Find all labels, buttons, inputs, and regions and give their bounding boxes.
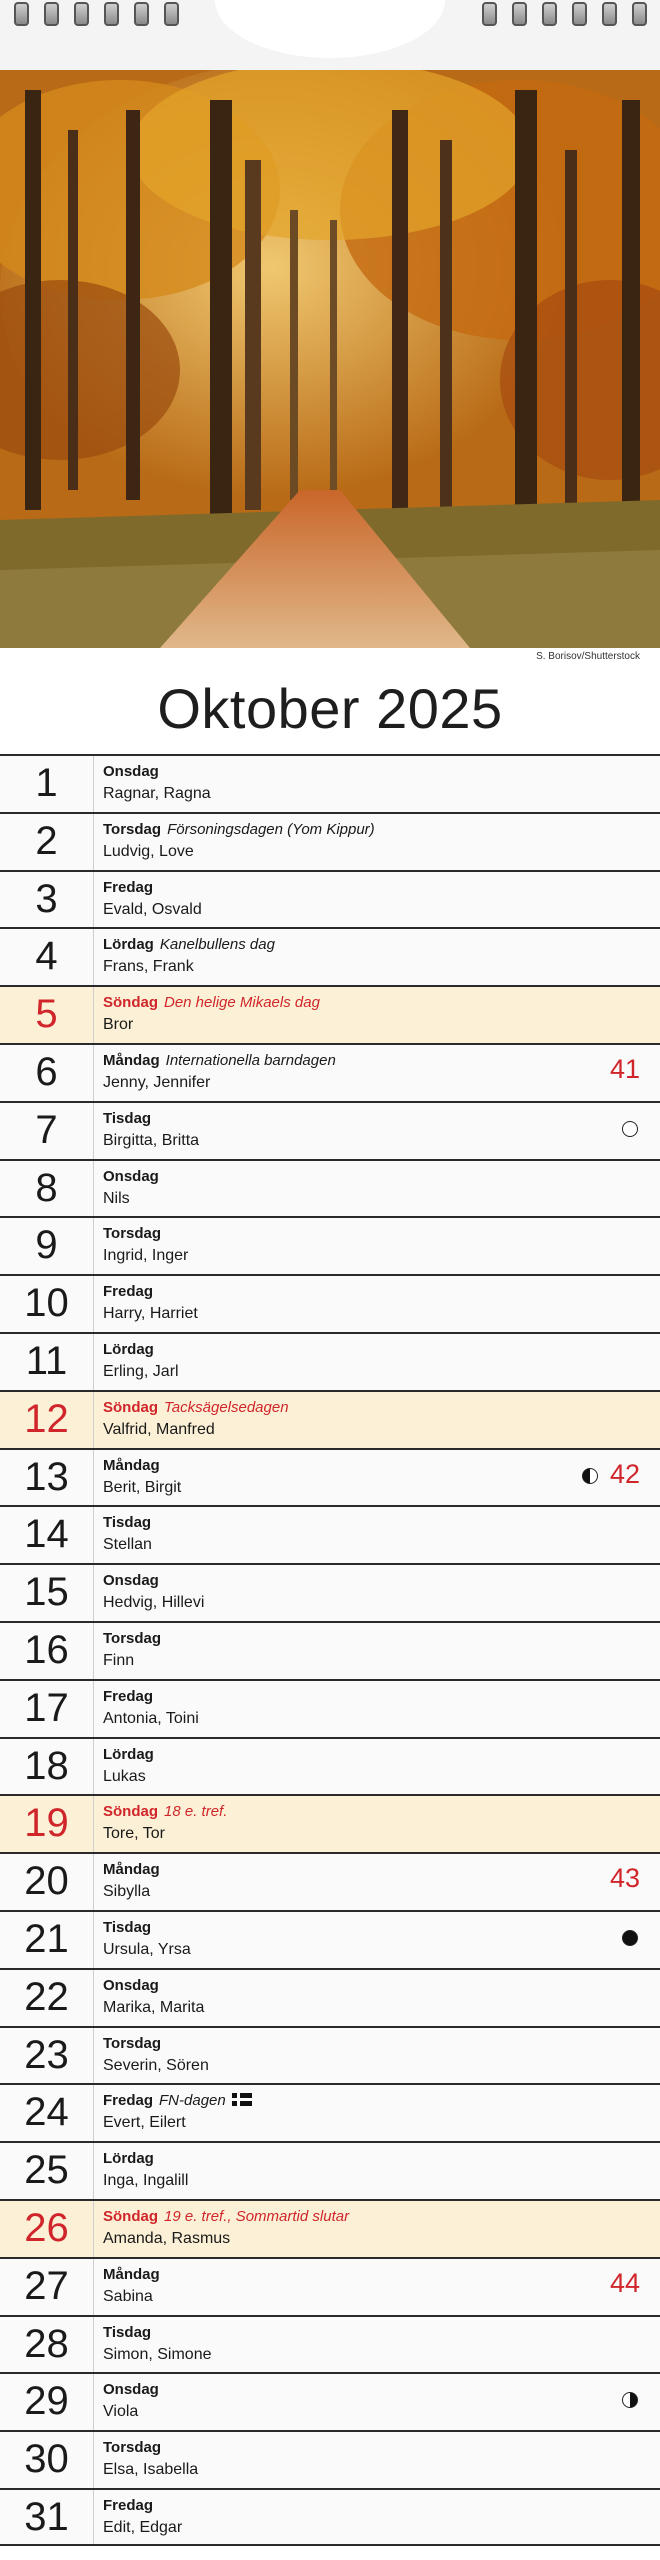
moon-full-icon	[622, 1121, 638, 1137]
name-day-names: Hedvig, Hillevi	[103, 1594, 205, 1612]
day-note: Den helige Mikaels dag	[164, 994, 320, 1012]
moon-new-icon	[622, 1930, 638, 1946]
weekday-line	[103, 2035, 161, 2052]
weekday-line	[103, 2324, 151, 2341]
name-day-names: Sabina	[103, 2287, 153, 2305]
day-row	[0, 1968, 660, 2026]
week-number: 41	[609, 1053, 640, 1084]
weekday-line	[103, 879, 153, 896]
weekday-name: Onsdag	[103, 1167, 159, 1185]
flag-icon	[232, 2093, 252, 2106]
weekday-line	[103, 1225, 161, 1242]
day-row	[0, 2026, 660, 2084]
day-row	[0, 2372, 660, 2430]
name-day-names: Evald, Osvald	[103, 900, 202, 918]
weekday-line	[103, 1746, 154, 1763]
day-number: 9	[0, 1218, 94, 1274]
day-row	[0, 1043, 660, 1101]
day-number: 18	[0, 1739, 94, 1795]
day-number: 22	[0, 1970, 94, 2026]
weekday-line	[103, 1861, 160, 1878]
binding-ring-icon	[104, 2, 119, 26]
day-number: 20	[0, 1854, 94, 1910]
day-row	[0, 985, 660, 1043]
day-number: 6	[0, 1045, 94, 1101]
day-row	[0, 2257, 660, 2315]
day-number: 3	[0, 872, 94, 928]
binding-ring-icon	[632, 2, 647, 26]
day-row	[0, 1390, 660, 1448]
forest-illustration	[0, 70, 660, 648]
day-note: FN-dagen	[159, 2092, 226, 2110]
name-day-names: Valfrid, Manfred	[103, 1420, 215, 1438]
day-number: 14	[0, 1507, 94, 1563]
day-number: 13	[0, 1450, 94, 1506]
name-day-names: Marika, Marita	[103, 1998, 205, 2016]
weekday-name: Torsdag	[103, 2439, 162, 2457]
calendar-binding	[0, 0, 660, 70]
weekday-line	[103, 2439, 161, 2456]
name-day-names: Erling, Jarl	[103, 1362, 179, 1380]
weekday-line	[103, 1572, 159, 1589]
weekday-name: Torsdag	[103, 2034, 162, 2052]
weekday-line	[103, 1052, 336, 1069]
weekday-name: Fredag	[103, 1687, 154, 1705]
name-day-names: Ingrid, Inger	[103, 1247, 189, 1265]
day-row	[0, 1852, 660, 1910]
name-day-names: Inga, Ingalill	[103, 2172, 189, 2190]
weekday-line	[103, 1283, 153, 1300]
weekday-line	[103, 2497, 153, 2514]
weekday-line	[103, 763, 159, 780]
name-day-names: Nils	[103, 1189, 130, 1207]
name-day-names: Ursula, Yrsa	[103, 1940, 191, 1958]
day-number: 16	[0, 1623, 94, 1679]
weekday-name: Fredag	[103, 2496, 154, 2514]
weekday-name: Lördag	[103, 1340, 154, 1358]
weekday-name: Söndag	[103, 994, 158, 1012]
weekday-line	[103, 1688, 153, 1705]
day-note: Tacksägelsedagen	[164, 1398, 289, 1416]
day-number: 19	[0, 1796, 94, 1852]
day-row	[0, 754, 660, 812]
weekday-name: Onsdag	[103, 2381, 159, 2399]
name-day-names: Harry, Harriet	[103, 1305, 198, 1323]
weekday-name: Måndag	[103, 1861, 160, 1879]
weekday-name: Söndag	[103, 1803, 158, 1821]
name-day-names: Simon, Simone	[103, 2345, 212, 2363]
day-row	[0, 927, 660, 985]
weekday-line	[103, 1977, 159, 1994]
day-note: 19 e. tref., Sommartid slutar	[164, 2207, 350, 2225]
weekday-name: Fredag	[103, 1283, 154, 1301]
day-number: 26	[0, 2201, 94, 2257]
weekday-line	[103, 2150, 154, 2167]
day-number: 4	[0, 929, 94, 985]
day-row	[0, 1448, 660, 1506]
moon-last-icon	[622, 2392, 638, 2408]
day-note: 18 e. tref.	[164, 1803, 228, 1821]
day-note: Kanelbullens dag	[159, 936, 275, 954]
name-day-names: Ludvig, Love	[103, 842, 194, 860]
day-number: 15	[0, 1565, 94, 1621]
binding-ring-icon	[14, 2, 29, 26]
name-day-names: Severin, Sören	[103, 2056, 209, 2074]
weekday-line	[103, 1630, 161, 1647]
weekday-name: Tisdag	[103, 1109, 152, 1127]
day-row	[0, 1794, 660, 1852]
moon-first-icon	[582, 1468, 598, 1484]
autumn-forest-photo	[0, 70, 660, 648]
binding-ring-icon	[44, 2, 59, 26]
name-day-names: Viola	[103, 2403, 139, 2421]
binding-ring-icon	[542, 2, 557, 26]
name-day-names: Tore, Tor	[103, 1825, 165, 1843]
name-day-names: Berit, Birgit	[103, 1478, 182, 1496]
day-row	[0, 1332, 660, 1390]
weekday-name: Onsdag	[103, 1572, 159, 1590]
week-number: 43	[609, 1863, 640, 1894]
binding-ring-icon	[602, 2, 617, 26]
weekday-name: Lördag	[103, 2150, 154, 2168]
day-number: 11	[0, 1334, 94, 1390]
weekday-name: Tisdag	[103, 1514, 152, 1532]
month-title: Oktober 2025	[157, 677, 503, 740]
weekday-name: Fredag	[103, 878, 154, 896]
day-list	[0, 754, 660, 2546]
weekday-line	[103, 2092, 252, 2109]
day-row	[0, 2141, 660, 2199]
day-number: 28	[0, 2317, 94, 2373]
weekday-line	[103, 1399, 289, 1416]
day-number: 31	[0, 2490, 94, 2544]
binding-ring-icon	[482, 2, 497, 26]
weekday-line	[103, 2208, 349, 2225]
weekday-line	[103, 1341, 154, 1358]
binding-ring-icon	[134, 2, 149, 26]
day-number: 5	[0, 987, 94, 1043]
day-number: 23	[0, 2028, 94, 2084]
weekday-name: Lördag	[103, 1745, 154, 1763]
weekday-name: Onsdag	[103, 763, 159, 780]
weekday-name: Söndag	[103, 2207, 158, 2225]
weekday-name: Lördag	[103, 936, 154, 954]
day-row	[0, 1216, 660, 1274]
name-day-names: Elsa, Isabella	[103, 2461, 199, 2479]
weekday-name: Måndag	[103, 1051, 160, 1069]
day-row	[0, 812, 660, 870]
day-note: Försoningsdagen (Yom Kippur)	[167, 820, 375, 838]
name-day-names: Stellan	[103, 1536, 152, 1554]
name-day-names: Bror	[103, 1016, 134, 1034]
weekday-name: Fredag	[103, 2092, 154, 2110]
day-number: 21	[0, 1912, 94, 1968]
day-row	[0, 1737, 660, 1795]
weekday-line	[103, 1168, 159, 1185]
name-day-names: Birgitta, Britta	[103, 1131, 200, 1149]
day-number: 29	[0, 2374, 94, 2430]
weekday-name: Torsdag	[103, 820, 162, 838]
day-row	[0, 2199, 660, 2257]
day-row	[0, 1274, 660, 1332]
binding-ring-icon	[74, 2, 89, 26]
name-day-names: Jenny, Jennifer	[103, 1073, 211, 1091]
weekday-line	[103, 936, 275, 953]
day-number: 7	[0, 1103, 94, 1159]
day-row	[0, 2488, 660, 2546]
weekday-line	[103, 2381, 159, 2398]
day-row	[0, 1563, 660, 1621]
weekday-name: Söndag	[103, 1398, 158, 1416]
day-number: 8	[0, 1161, 94, 1217]
weekday-line	[103, 1919, 151, 1936]
day-note: Internationella barndagen	[165, 1051, 336, 1069]
weekday-line	[103, 1803, 227, 1820]
day-number: 10	[0, 1276, 94, 1332]
weekday-line	[103, 1457, 160, 1474]
day-row	[0, 1159, 660, 1217]
day-number: 12	[0, 1392, 94, 1448]
name-day-names: Evert, Eilert	[103, 2114, 186, 2132]
day-row	[0, 870, 660, 928]
hanger-cutout	[215, 0, 445, 58]
name-day-names: Lukas	[103, 1767, 146, 1785]
day-number: 1	[0, 756, 94, 812]
weekday-name: Onsdag	[103, 1976, 159, 1994]
day-number: 17	[0, 1681, 94, 1737]
name-day-names: Sibylla	[103, 1883, 151, 1901]
name-day-names: Edit, Edgar	[103, 2518, 183, 2536]
weekday-name: Tisdag	[103, 1918, 152, 1936]
week-number: 42	[609, 1458, 640, 1489]
day-row	[0, 1505, 660, 1563]
weekday-line	[103, 821, 375, 838]
day-number: 25	[0, 2143, 94, 2199]
weekday-line	[103, 2266, 160, 2283]
day-row	[0, 1101, 660, 1159]
name-day-names: Finn	[103, 1651, 135, 1669]
name-day-names: Frans, Frank	[103, 958, 194, 976]
day-row	[0, 2083, 660, 2141]
weekday-line	[103, 1110, 151, 1127]
day-number: 27	[0, 2259, 94, 2315]
day-number: 2	[0, 814, 94, 870]
day-row	[0, 2315, 660, 2373]
weekday-name: Måndag	[103, 1456, 160, 1474]
binding-ring-icon	[512, 2, 527, 26]
photo-credit: S. Borisov/Shutterstock	[536, 651, 640, 662]
weekday-name: Torsdag	[103, 1225, 162, 1243]
binding-ring-icon	[572, 2, 587, 26]
day-row	[0, 1910, 660, 1968]
week-number: 44	[609, 2267, 640, 2298]
weekday-name: Tisdag	[103, 2323, 152, 2341]
day-row	[0, 1679, 660, 1737]
day-row	[0, 1621, 660, 1679]
weekday-line	[103, 1514, 151, 1531]
binding-ring-icon	[164, 2, 179, 26]
day-row	[0, 2430, 660, 2488]
name-day-names: Antonia, Toini	[103, 1709, 199, 1727]
day-number: 24	[0, 2085, 94, 2141]
name-day-names: Amanda, Rasmus	[103, 2229, 231, 2247]
weekday-line	[103, 994, 320, 1011]
weekday-name: Måndag	[103, 2265, 160, 2283]
weekday-name: Torsdag	[103, 1629, 162, 1647]
day-number: 30	[0, 2432, 94, 2488]
name-day-names: Ragnar, Ragna	[103, 785, 211, 802]
